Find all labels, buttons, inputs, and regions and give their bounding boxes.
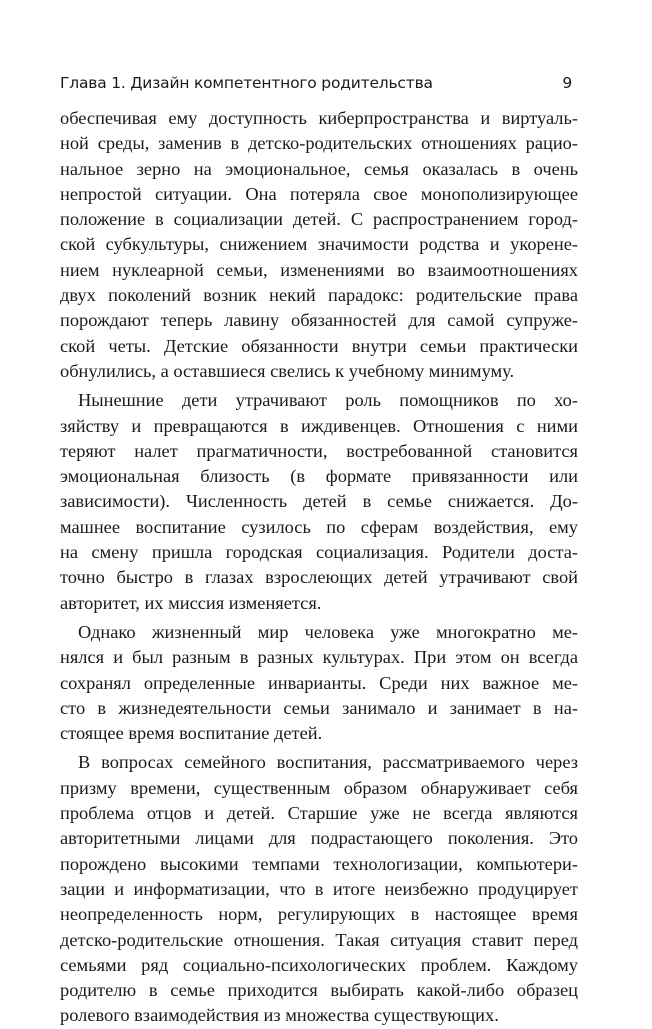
text-line: порождают теперь лавину обязанностей для самой супруже-: [60, 310, 578, 331]
text-line: положение в социализации детей. С распространением город-: [60, 209, 578, 230]
paragraph: [60, 620, 578, 746]
text-line: зации и информатизации, что в итоге неизбежно продуцирует: [60, 878, 578, 899]
text-line: авторитет, их миссия изменяется.: [60, 592, 322, 613]
paragraph: [60, 106, 578, 384]
text-line: сто в жизнедеятельности семьи занимало и занимает в на-: [60, 697, 578, 718]
text-line: нялся и был разным в разных культурах. При этом он всегда: [60, 647, 578, 668]
text-line: ской субкультуры, снижением значимости родства и укорене-: [60, 234, 578, 255]
text-line: Однако жизненный мир человека уже многократно ме-: [78, 621, 578, 642]
text-line: проблема отцов и детей. Старшие уже не всегда являются: [60, 803, 578, 824]
paragraph: [60, 750, 578, 1028]
chapter-title: Глава 1. Дизайн компетентного родительства: [60, 74, 433, 92]
text-line: родителю в семье приходится выбирать какой-либо образец: [60, 980, 578, 1001]
text-line: порождено высокими темпами технологизации, компьютери-: [60, 853, 578, 874]
text-line: обнулились, а оставшиеся свелись к учебному минимуму.: [60, 360, 515, 381]
text-line: нием нуклеарной семьи, изменениями во взаимоотношениях: [60, 259, 578, 280]
text-line: сохранял определенные инварианты. Среди них важное ме-: [60, 672, 578, 693]
text-line: двух поколений возник некий парадокс: родительские права: [60, 285, 578, 306]
text-line: машнее воспитание сузилось по сферам воздействия, ему: [60, 516, 578, 537]
body-text: [60, 106, 578, 1029]
text-line: стоящее время воспитание детей.: [60, 723, 323, 744]
text-line: семьями ряд социально-психологических проблем. Каждому: [60, 954, 578, 975]
text-line: ролевого взаимодействия из множества существующих.: [60, 1005, 499, 1026]
text-line: обеспечивая ему доступность киберпространства и виртуаль-: [60, 108, 578, 128]
text-line: теряют налет прагматичности, востребованной становится: [60, 440, 578, 461]
text-line: точно быстро в глазах взрослеющих детей утрачивают свой: [60, 567, 578, 588]
text-line: эмоциональная близость (в формате привязанности или: [60, 466, 578, 487]
text-line: авторитетными лицами для подрастающего поколения. Это: [60, 828, 578, 849]
text-line: В вопросах семейного воспитания, рассматриваемого через: [78, 752, 578, 773]
text-line: детско-родительские отношения. Такая ситуация ставит перед: [60, 929, 578, 950]
text-line: на смену пришла городская социализация. Родители доста-: [60, 542, 578, 563]
paragraph: [60, 388, 578, 616]
text-line: Нынешние дети утрачивают роль помощников по хо-: [78, 390, 578, 411]
text-line: зависимости). Численность детей в семье снижается. До-: [60, 491, 578, 512]
page-number: 9: [562, 74, 572, 92]
text-line: неопределенность норм, регулирующих в настоящее время: [60, 904, 578, 925]
running-header: [60, 72, 578, 106]
text-line: призму времени, существенным образом обнаруживает себя: [60, 777, 578, 798]
text-line: ной среды, заменив в детско-родительских отношениях рацио-: [60, 133, 578, 154]
text-line: зяйству и превращаются в иждивенцев. Отношения с ними: [60, 415, 578, 436]
text-line: непростой ситуации. Она потеряла свое монополизирующее: [60, 183, 578, 204]
book-page: [60, 72, 578, 1029]
text-line: нальное зерно на эмоциональное, семья оказалась в очень: [60, 158, 578, 179]
text-line: ской четы. Детские обязанности внутри семьи практически: [60, 335, 578, 356]
